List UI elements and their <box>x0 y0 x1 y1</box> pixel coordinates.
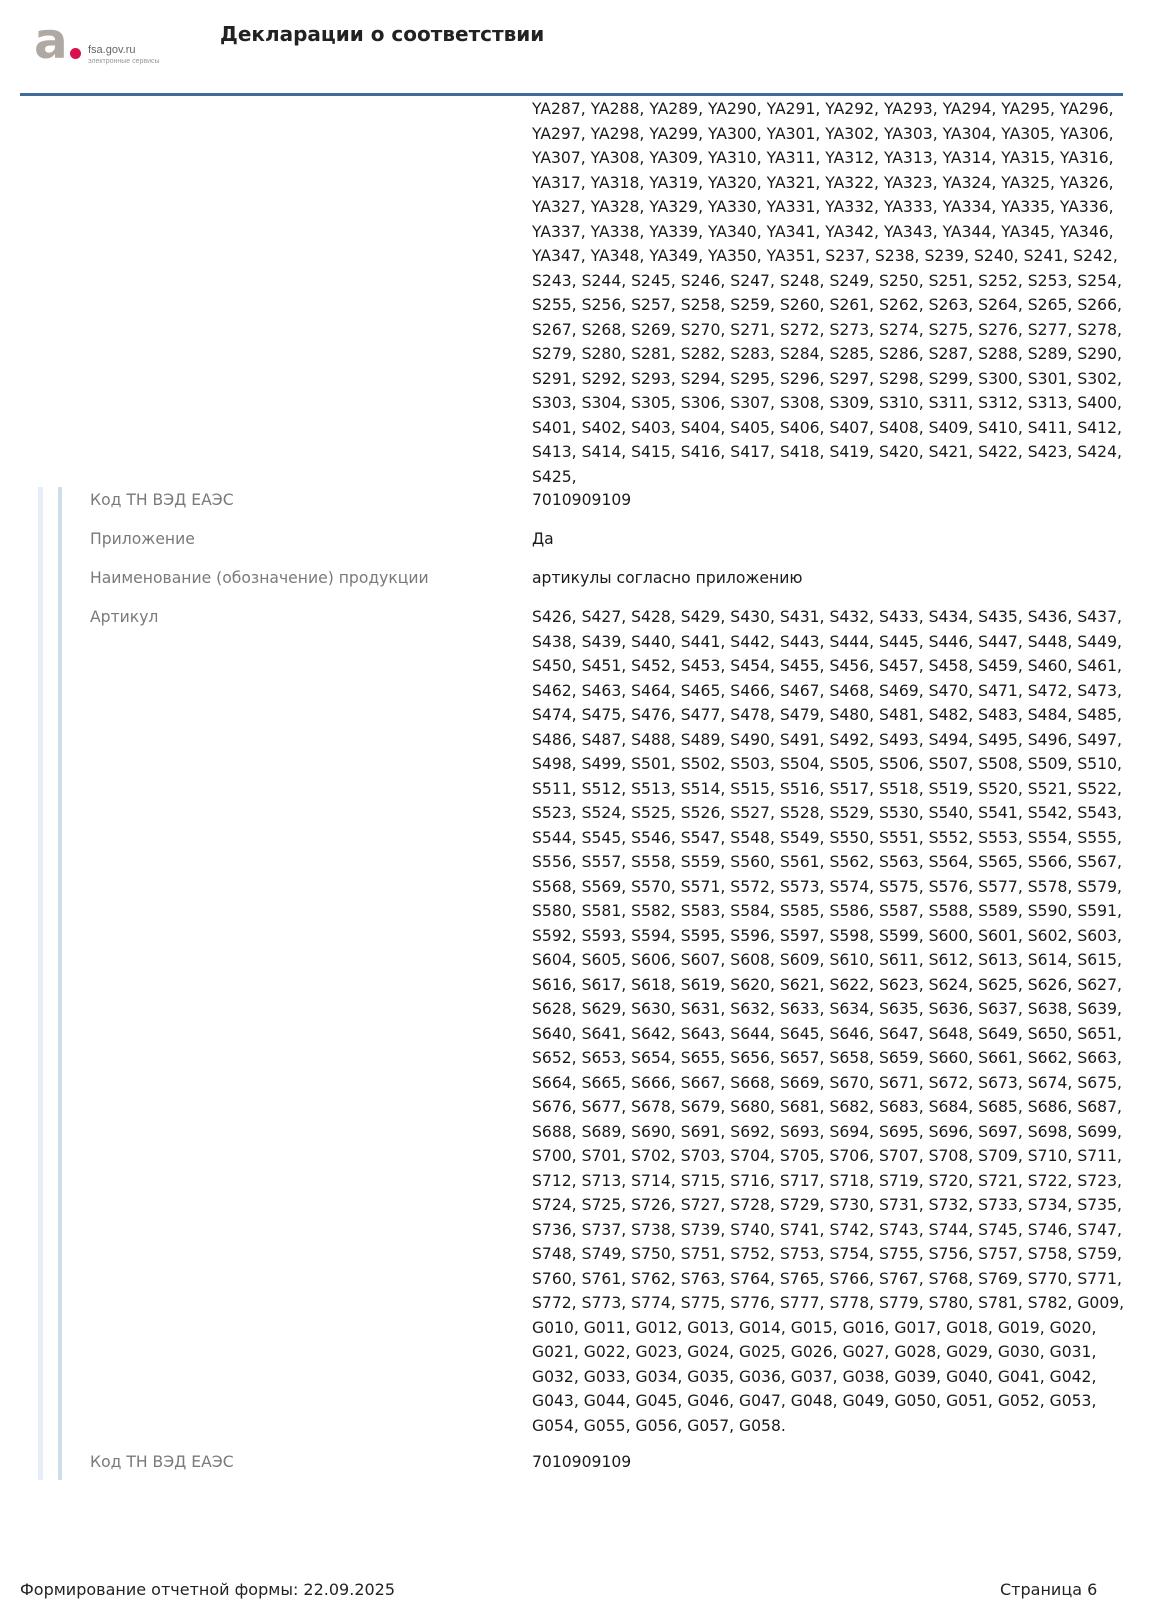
article-continuation-value: YA287, YA288, YA289, YA290, YA291, YA292, YA293, YA294, YA295, YA296, YA297, YA298, YA299, YA300, YA301, YA302, YA303, YA304, YA305, YA306, YA307, YA308, YA309, YA310, YA311, YA312, YA313, YA314, YA315, YA316, YA317, YA318, YA319, YA320, YA321, YA322, YA323, YA324, YA325, YA326, YA327, YA328, YA329, YA330, YA331, YA332, YA333, YA334, YA335, YA336, YA337, YA338, YA339, YA340, YA341, YA342, YA343, YA344, YA345, YA346, YA347, YA348, YA349, YA350, YA351, S237, S238, S239, S240, S241, S242, S243, S244, S245, S246, S247, S248, S249, S250, S251, S252, S253, S254, S255, S256, S257, S258, S259, S260, S261, S262, S263, S264, S265, S266, S267, S268, S269, S270, S271, S272, S273, S274, S275, S276, S277, S278, S279, S280, S281, S282, S283, S284, S285, S286, S287, S288, S289, S290, S291, S292, S293, S294, S295, S296, S297, S298, S299, S300, S301, S302, S303, S304, S305, S306, S307, S308, S309, S310, S311, S312, S313, S400, S401, S402, S403, S404, S405, S406, S407, S408, S409, S410, S411, S412, S413, S414, S415, S416, S417, S418, S419, S420, S421, S422, S423, S424, S425, <box>532 100 1122 486</box>
footer-page-number: Страница 6 <box>1000 1580 1098 1599</box>
tnved-value: 7010909109 <box>532 491 632 509</box>
fsa-logo <box>34 12 184 72</box>
product-name-value: артикулы согласно приложению <box>532 569 803 587</box>
logo-site-text: fsa.gov.ru <box>88 44 136 56</box>
appendix-label: Приложение <box>90 530 195 548</box>
article-value: S426, S427, S428, S429, S430, S431, S432, S433, S434, S435, S436, S437, S438, S439, S440, S441, S442, S443, S444, S445, S446, S447, S448, S449, S450, S451, S452, S453, S454, S455, S456, S457, S458, S459, S460, S461, S462, S463, S464, S465, S466, S467, S468, S469, S470, S471, S472, S473, S474, S475, S476, S477, S478, S479, S480, S481, S482, S483, S484, S485, S486, S487, S488, S489, S490, S491, S492, S493, S494, S495, S496, S497, S498, S499, S501, S502, S503, S504, S505, S506, S507, S508, S509, S510, S511, S512, S513, S514, S515, S516, S517, S518, S519, S520, S521, S522, S523, S524, S525, S526, S527, S528, S529, S530, S540, S541, S542, S543, S544, S545, S546, S547, S548, S549, S550, S551, S552, S553, S554, S555, S556, S557, S558, S559, S560, S561, S562, S563, S564, S565, S566, S567, S568, S569, S570, S571, S572, S573, S574, S575, S576, S577, S578, S579, S580, S581, S582, S583, S584, S585, S586, S587, S588, S589, S590, S591, S592, S593, S594, S595, S596, S597, S598, S599, S600, S601, S602, S603, S604, S605, S606, S607, S608, S609, S610, S611, S612, S613, S614, S615, S616, S617, S618, S619, S620, S621, S622, S623, S624, S625, S626, S627, S628, S629, S630, S631, S632, S633, S634, S635, S636, S637, S638, S639, S640, S641, S642, S643, S644, S645, S646, S647, S648, S649, S650, S651, S652, S653, S654, S655, S656, S657, S658, S659, S660, S661, S662, S663, S664, S665, S666, S667, S668, S669, S670, S671, S672, S673, S674, S675, S676, S677, S678, S679, S680, S681, S682, S683, S684, S685, S686, S687, S688, S689, S690, S691, S692, S693, S694, S695, S696, S697, S698, S699, S700, S701, S702, S703, S704, S705, S706, S707, S708, S709, S710, S711, S712, S713, S714, S715, S716, S717, S718, S719, S720, S721, S722, S723, S724, S725, S726, S727, S728, S729, S730, S731, S732, S733, S734, S735, S736, S737, S738, S739, S740, S741, S742, S743, S744, S745, S746, S747, S748, S749, S750, S751, S752, S753, S754, S755, S756, S757, S758, S759, S760, S761, S762, S763, S764, S765, S766, S767, S768, S769, S770, S771, S772, S773, S774, S775, S776, S777, S778, S779, S780, S781, S782, G009, G010, G011, G012, G013, G014, G015, G016, G017, G018, G019, G020, G021, G022, G023, G024, G025, G026, G027, G028, G029, G030, G031, G032, G033, G034, G035, G036, G037, G038, G039, G040, G041, G042, G043, G044, G045, G046, G047, G048, G049, G050, G051, G052, G053, G054, G055, G056, G057, G058. <box>532 608 1125 1435</box>
section-left-bar-inner <box>58 487 62 1480</box>
appendix-value: Да <box>532 530 554 548</box>
tnved2-value: 7010909109 <box>532 1453 632 1471</box>
tnved-label: Код ТН ВЭД ЕАЭС <box>90 491 234 509</box>
logo-dot-icon <box>70 48 81 59</box>
product-name-label: Наименование (обозначение) продукции <box>90 569 429 587</box>
footer-generated-date: Формирование отчетной формы: 22.09.2025 <box>20 1580 396 1599</box>
section-left-bar-outer <box>38 487 43 1480</box>
logo-sub-text: электронные сервисы <box>88 58 160 65</box>
page-title: Декларации о соответствии <box>220 22 545 46</box>
logo-a-icon: a <box>34 12 68 70</box>
header-divider <box>20 93 1123 96</box>
article-label: Артикул <box>90 608 159 626</box>
page-header <box>0 0 1150 98</box>
tnved2-label: Код ТН ВЭД ЕАЭС <box>90 1453 234 1471</box>
